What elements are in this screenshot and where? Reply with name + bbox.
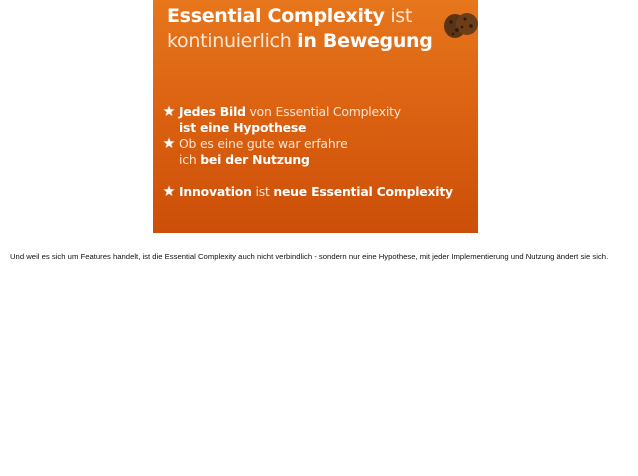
star-icon (163, 137, 175, 149)
cookies-image (443, 10, 478, 44)
bullet-text-bold: Jedes Bild (179, 104, 246, 119)
speaker-note: Und weil es sich um Features handelt, ist die Essential Complexity auch nicht verbindlich - sondern nur eine Hypothese, mit jeder Implementierung und Nutzung ändert sie sich. (10, 252, 609, 261)
bullet-text-light: ist (251, 184, 274, 199)
title-light-part: kontinuierlich (167, 30, 298, 52)
title-light-part: ist (384, 5, 413, 27)
bullet-item (163, 184, 473, 200)
bullet-text-light: Ob es eine gute war erfahre (179, 136, 348, 151)
title-bold-part: Essential Complexity (167, 5, 385, 27)
slide-title (167, 4, 442, 54)
bullet-list (163, 104, 473, 200)
bullet-text-light: von Essential Complexity (245, 104, 401, 119)
title-line-2 (167, 29, 442, 54)
bullet-item (163, 104, 473, 136)
star-icon (163, 105, 175, 117)
title-bold-part: in Bewegung (297, 30, 433, 52)
star-icon (163, 185, 175, 197)
bullet-text-bold: neue Essential Complexity (273, 184, 453, 199)
bullet-text-bold: Innovation (179, 184, 252, 199)
bullet-text-bold: ist eine Hypothese (179, 120, 307, 135)
slide (153, 0, 478, 233)
title-line-1 (167, 4, 442, 29)
bullet-text-bold: bei der Nutzung (200, 152, 310, 167)
bullet-text-light: ich (179, 152, 201, 167)
bullet-item (163, 136, 473, 168)
